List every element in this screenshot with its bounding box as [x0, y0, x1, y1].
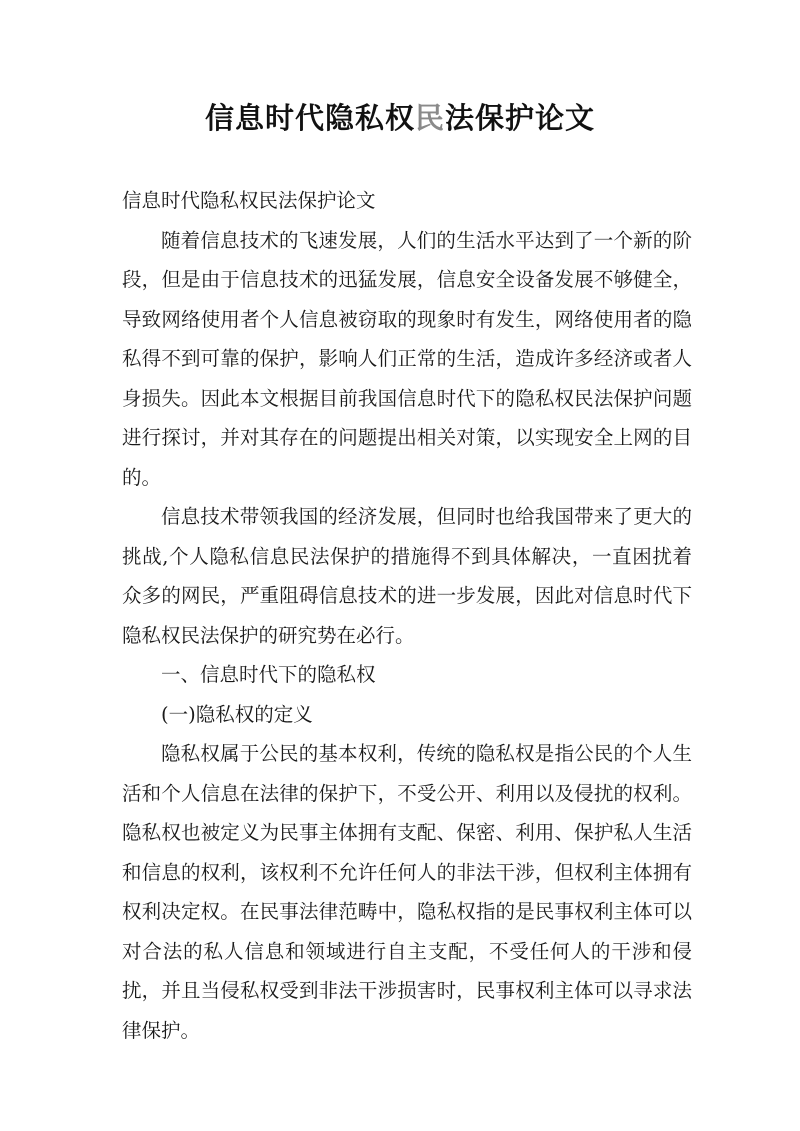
paragraph-subtitle: 信息时代隐私权民法保护论文 — [122, 189, 376, 212]
paragraph-definition: 隐私权属于公民的基本权利，传统的隐私权是指公民的个人生活和个人信息在法律的保护下，不受公开、利用以及侵扰的权利。隐私权也被定义为民事主体拥有支配、保密、利用、保护私人生活和信息的权利，该权利不允许任何人的非法干涉，但权利主体拥有权利决定权。在民事法律范畴中，隐私权指的是民事权利主体可以对合法的私人信息和领域进行自主支配，不受任何人的干涉和侵扰，并且当侵私权受到非法干涉损害时，民事权利主体可以寻求法律保护。 — [122, 742, 692, 1042]
title-part-1: 信息时代隐私权 — [204, 101, 415, 135]
subsection-heading-1: (一)隐私权的定义 — [161, 702, 313, 726]
document-body — [122, 181, 692, 1050]
paragraph-intro: 随着信息技术的飞速发展，人们的生活水平达到了一个新的阶段，但是由于信息技术的迅猛发展，信息安全设备发展不够健全，导致网络使用者个人信息被窃取的现象时有发生，网络使用者的隐私得不到可靠的保护，影响人们正常的生活，造成许多经济或者人身损失。因此本文根据目前我国信息时代下的隐私权民法保护问题进行探讨，并对其存在的问题提出相关对策，以实现安全上网的目的。 — [122, 228, 692, 489]
section-heading-1: 一、信息时代下的隐私权 — [161, 663, 376, 686]
title-part-3: 法保护论文 — [445, 101, 596, 135]
paragraph-background: 信息技术带领我国的经济发展，但同时也给我国带来了更大的挑战,个人隐私信息民法保护的措施得不到具体解决，一直困扰着众多的网民，严重阻碍信息技术的进一步发展，因此对信息时代下隐私权民法保护的研究势在必行。 — [122, 505, 692, 647]
document-title — [0, 96, 800, 140]
title-part-highlight: 民 — [414, 101, 445, 135]
